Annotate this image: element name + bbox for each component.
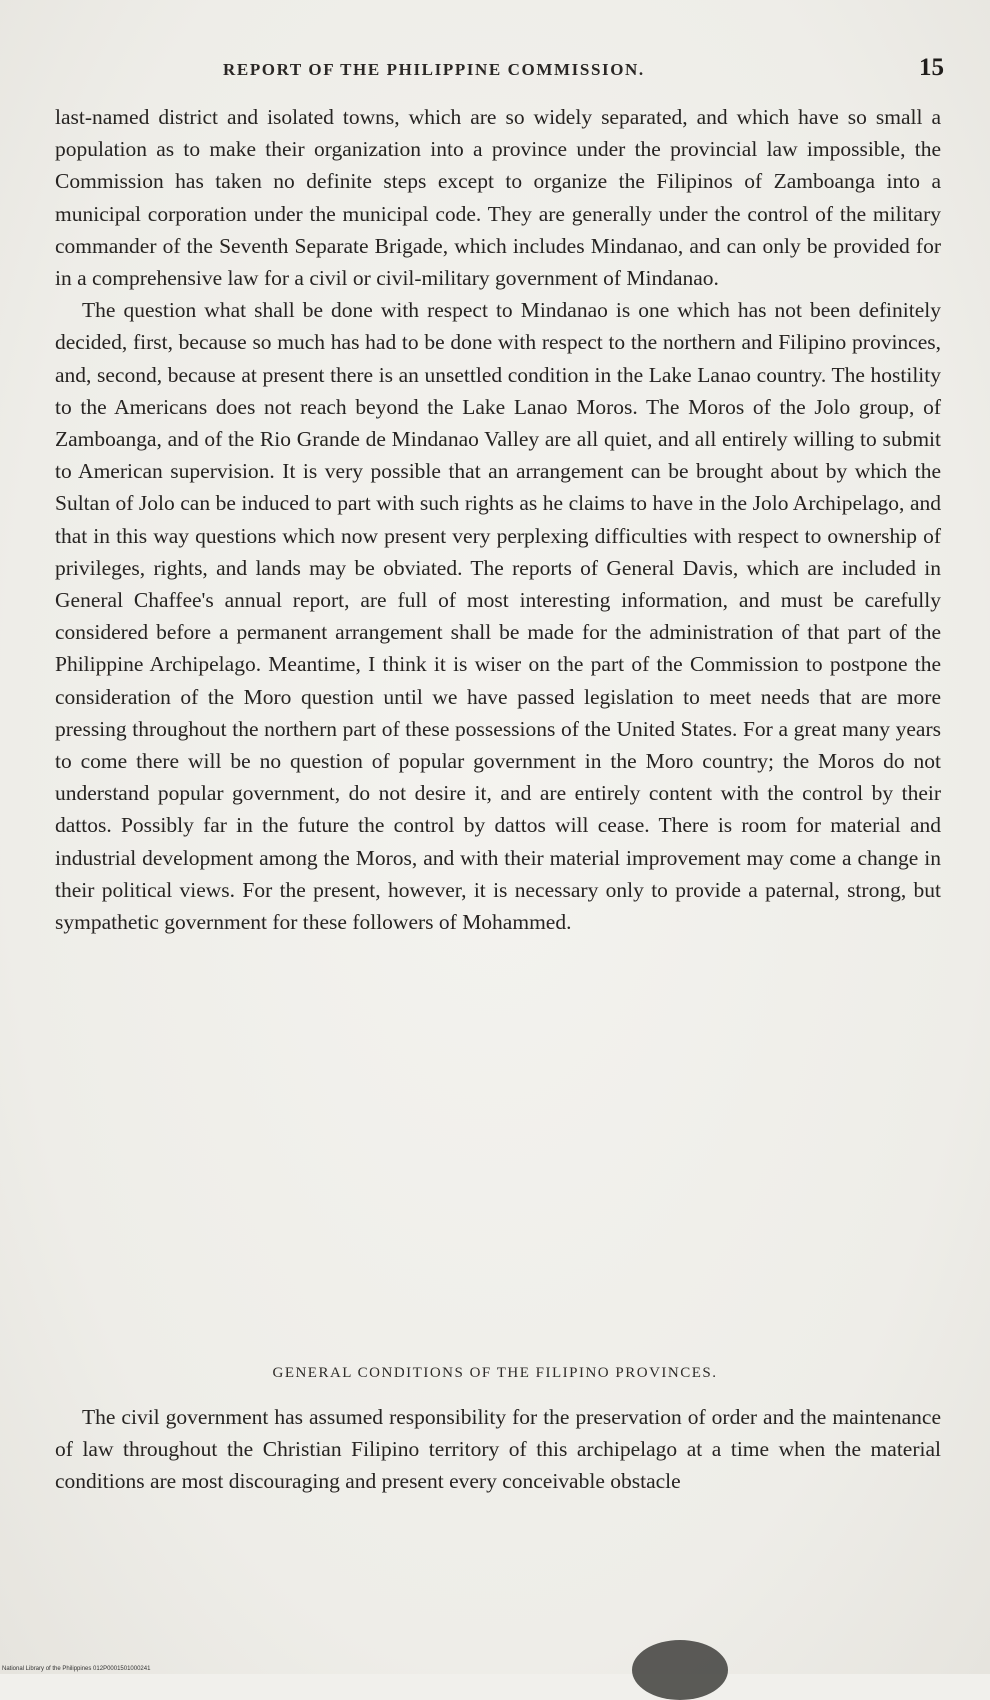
footer-credit: National Library of the Philippines 012P0001501000241 (2, 1666, 151, 1672)
section-heading: GENERAL CONDITIONS OF THE FILIPINO PROVINCES. (272, 1365, 718, 1381)
paragraph-continued: last-named district and isolated towns, which are so widely separated, and which have so small a population as to make their organization into a province under the provincial law impossible, the Commission has taken no definite steps except to organize the Filipinos of Zamboanga into a municipal corporation under the municipal code. They are generally under the control of the military commander of the Seventh Separate Brigade, which includes Mindanao, and can only be provided for in a comprehensive law for a civil or civil-military government of Mindanao. (55, 105, 941, 291)
library-stamp-mark (632, 1640, 728, 1700)
paragraph-civil-government: The civil government has assumed responsibility for the preservation of order and the maintenance of law throughout the Christian Filipino territory of this archipelago at a time when the material conditions are most discouraging and present every conceivable obstacle (55, 1405, 941, 1494)
body-text-upper (55, 101, 941, 938)
running-head (58, 54, 944, 84)
running-title: REPORT OF THE PHILIPPINE COMMISSION. (223, 60, 645, 79)
page-number: 15 (919, 54, 944, 81)
body-text-lower (55, 1401, 941, 1498)
paragraph-mindanao-question: The question what shall be done with respect to Mindanao is one which has not been definitely decided, first, because so much has had to be done with respect to the northern and Filipino provinces, and, second, because at present there is an unsettled condition in the Lake Lanao country. The hostility to the Americans does not reach beyond the Lake Lanao Moros. The Moros of the Jolo group, of Zamboanga, and of the Rio Grande de Mindanao Valley are all quiet, and all entirely willing to submit to American supervision. It is very possible that an arrangement can be brought about by which the Sultan of Jolo can be induced to part with such rights as he claims to have in the Jolo Archipelago, and that in this way questions which now present very perplexing difficulties with respect to ownership of privileges, rights, and lands may be obviated. The reports of General Davis, which are included in General Chaffee's annual report, are full of most interesting information, and must be carefully considered before a permanent arrangement shall be made for the administration of that part of the Philippine Archipelago. Meantime, I think it is wiser on the part of the Commission to postpone the consideration of the Moro question until we have passed legislation to meet needs that are more pressing throughout the northern part of these possessions of the United States. For a great many years to come there will be no question of popular government in the Moro country; the Moros do not understand popular government, do not desire it, and are entirely content with the control by their dattos. Possibly far in the future the control by dattos will cease. There is room for material and industrial development among the Moros, and with their material improvement may come a change in their political views. For the present, however, it is necessary only to provide a paternal, strong, but sympathetic government for these followers of Mohammed. (55, 298, 941, 935)
